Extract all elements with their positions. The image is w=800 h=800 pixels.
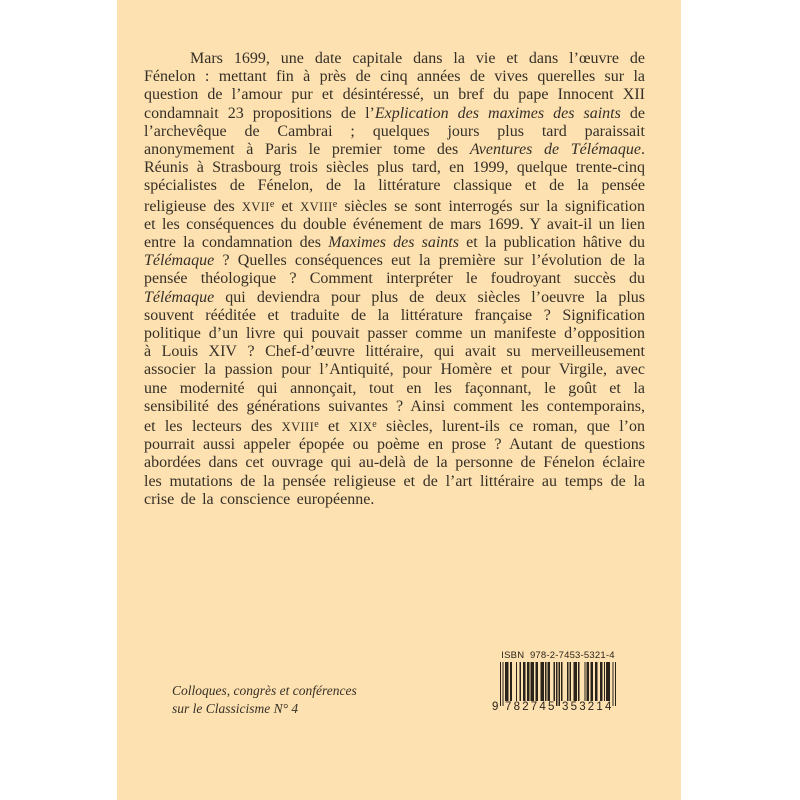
ean-digit-first: 9: [492, 701, 499, 713]
isbn-number-label: ISBN 978-2-7453-5321-4: [501, 650, 615, 661]
back-cover-blurb: Mars 1699, une date capitale dans la vie et dans l’œuvre de Fénelon : mettant fin à près de cinq années de vives querelles sur la question de l’amour pur et désintéressé, un bref du pape Innocent XII condamnait 23 propositions de l’Explication des maximes des saints de l’archevêque de Cambrai ; quelques jours plus tard paraissait anonymement à Paris le premier tome des Aventures de Télémaque. Réunis à Strasbourg trois siècles plus tard, en 1999, quelque trente-cinq spécialistes de Fénelon, de la littérature classique et de la pensée religieuse des XVIIe et XVIIIe siècles se sont interrogés sur la signification et les conséquences du double événement de mars 1699. Y avait-il un lien entre la condamnation des Maximes des saints et la publication hâtive du Télémaque ? Quelles conséquences eut la première sur l’évolution de la pensée théologique ? Comment interpréter le foudroyant succès du Télémaque qui deviendra pour plus de deux siècles l’oeuvre la plus souvent rééditée et traduite de la littérature française ? Signification politique d’un livre qui pouvait passer comme un manifeste d’opposition à Louis XIV ? Chef-d’œuvre littéraire, qui avait su merveilleusement associer la passion pour l’Antiquité, pour Homère et pour Virgile, avec une modernité qui annonçait, tout en les façonnant, le goût et la sensibilité des générations suivantes ? Ainsi comment les contemporains, et les lecteurs des XVIIIe et XIXe siècles, lurent-ils ce roman, que l’on pourrait aussi appeler épopée ou poème en prose ? Autant de questions abordées dans cet ouvrage qui au-delà de la personne de Fénelon éclaire les mutations de la pensée religieuse et de l’art littéraire au temps de la crise de la conscience européenne.: [144, 50, 646, 508]
series-label-line2: sur le Classicisme N° 4: [172, 701, 299, 716]
ean-digits-right: 353214: [562, 701, 614, 713]
series-label: [172, 682, 357, 718]
isbn-barcode: [493, 650, 625, 720]
ean-digits-left: 782745: [505, 701, 557, 713]
series-label-line1: Colloques, congrès et conférences: [172, 683, 357, 698]
book-back-cover: [117, 0, 681, 800]
